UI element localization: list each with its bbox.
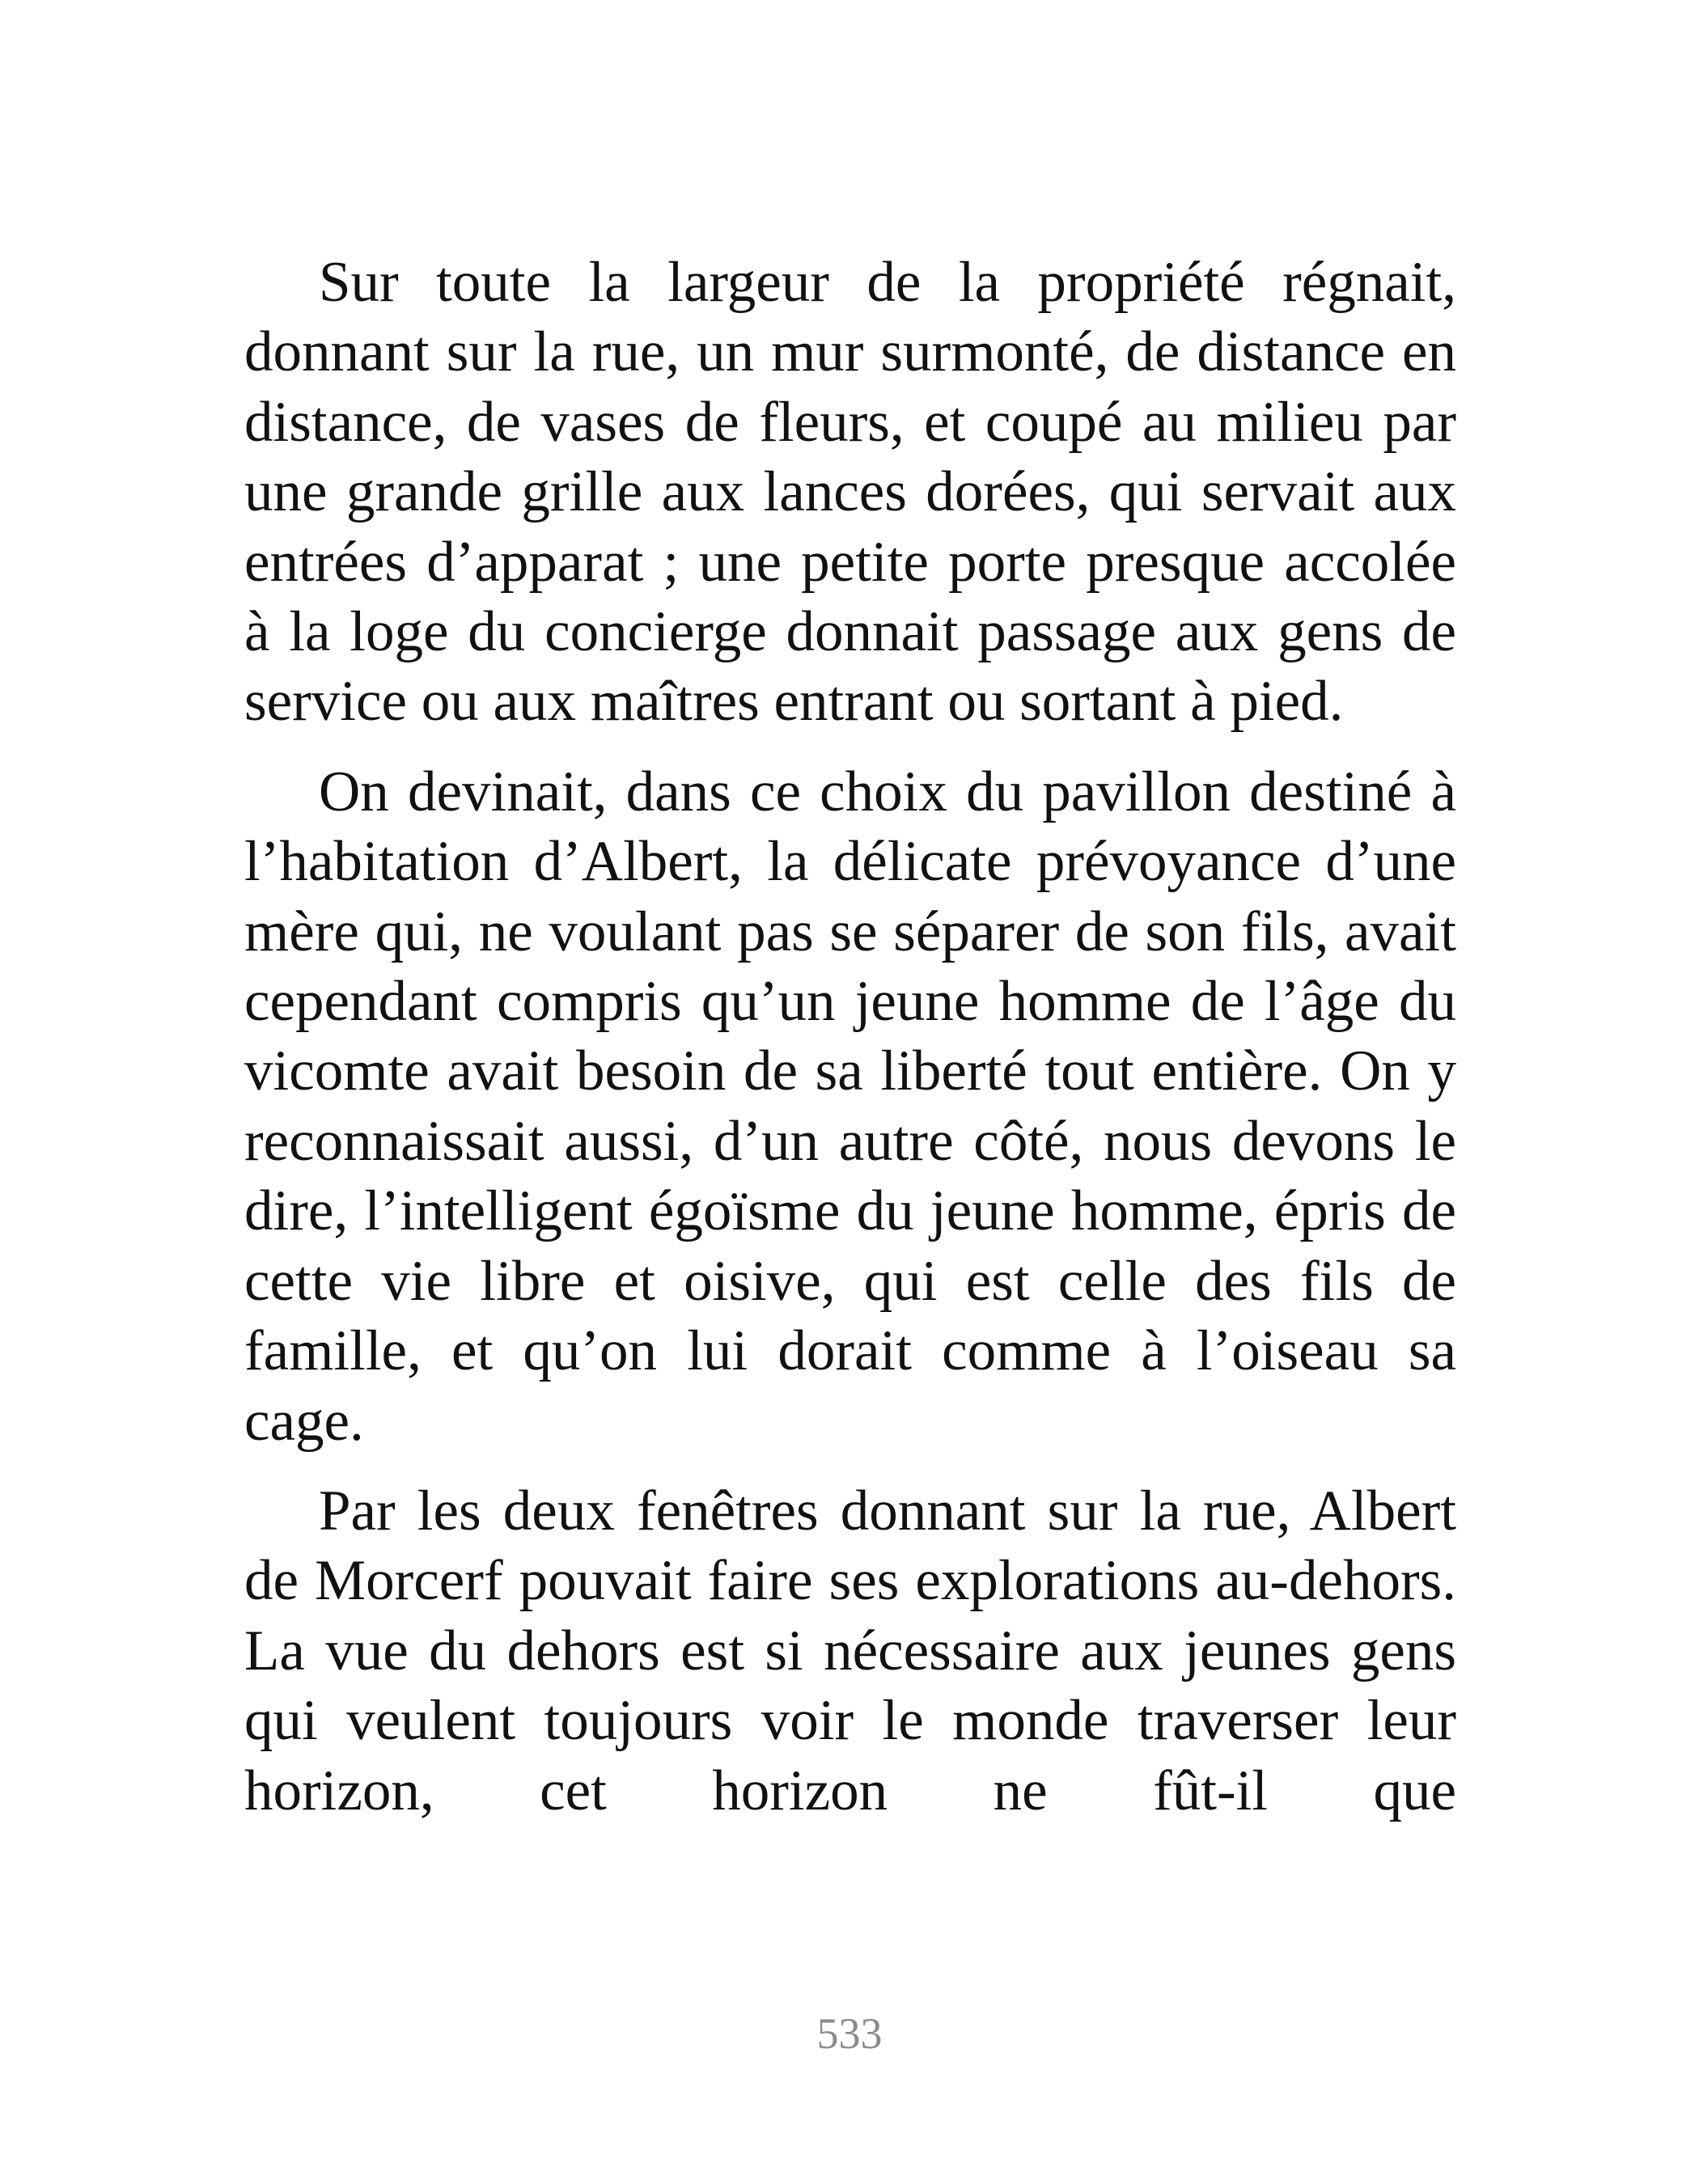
page-body-text bbox=[244, 248, 1456, 1846]
paragraph-2: On devinait, dans ce choix du pavillon destiné à l’habitation d’Albert, la délicate prévoyance d’une mère qui, ne voulant pas se séparer de son fils, avait cependant compris qu’un jeune homme de l’âge du vicomte avait besoin de sa liberté tout entière. On y reconnaissait aussi, d’un autre côté, nous devons le dire, l’intelligent égoïsme du jeune homme, épris de cette vie libre et oisive, qui est celle des fils de famille, et qu’on lui dorait comme à l’oiseau sa cage. bbox=[244, 760, 1456, 1453]
paragraph-3: Par les deux fenêtres donnant sur la rue, Albert de Morcerf pouvait faire ses explorations au-dehors. La vue du dehors est si nécessaire aux jeunes gens qui veulent toujours voir le monde traverser leur horizon, cet horizon ne fût-il que bbox=[244, 1479, 1456, 1822]
paragraph-1: Sur toute la largeur de la propriété régnait, donnant sur la rue, un mur surmonté, de distance en distance, de vases de fleurs, et coupé au milieu par une grande grille aux lances dorées, qui servait aux entrées d’apparat ; une petite porte presque accolée à la loge du concierge donnait passage aux gens de service ou aux maîtres entrant ou sortant à pied. bbox=[244, 251, 1456, 734]
page-number: 533 bbox=[816, 2009, 883, 2058]
